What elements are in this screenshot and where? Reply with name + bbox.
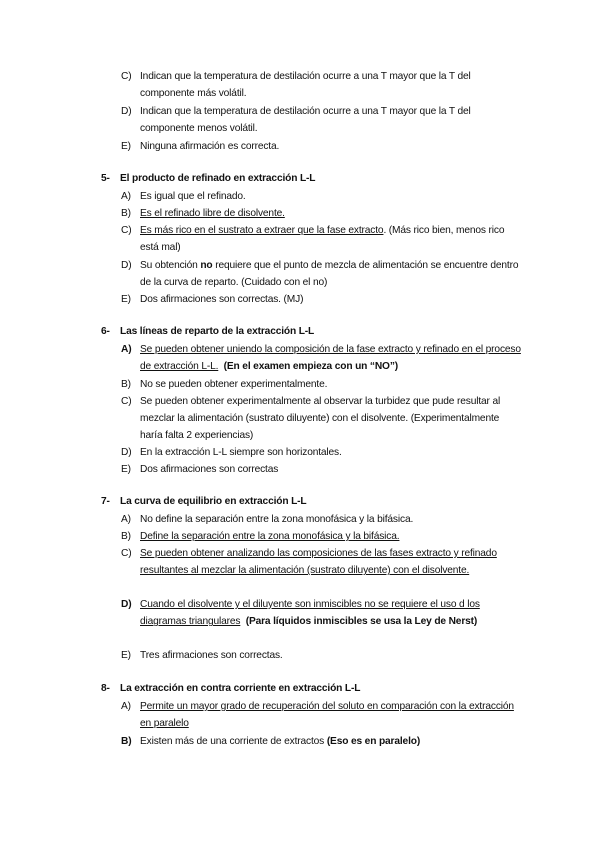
option-label: C) [121,396,132,407]
option-note: (Eso es en paralelo) [326,736,421,747]
option-label: E) [121,294,131,305]
question-6-title [101,323,314,340]
q5-option-b [121,205,521,222]
option-label: A) [121,701,131,712]
question-text: Las líneas de reparto de la extracción L-L [120,326,315,337]
q6-option-e [121,461,521,478]
option-text: Indican que la temperatura de destilación ocurre a una T mayor que la T del componente más volátil. [140,71,471,100]
option-label: C) [121,71,132,82]
option-label: A) [121,344,132,355]
option-text: Dos afirmaciones son correctas. (MJ) [140,294,304,305]
option-emphasis: no [200,260,213,271]
option-label: A) [121,191,131,202]
option-label: B) [121,379,131,390]
q7-option-e [121,647,521,664]
question-text: El producto de refinado en extracción L-L [120,173,316,184]
question-5-title [101,170,315,187]
q7-option-a [121,511,521,528]
option-text: Permite un mayor grado de recuperación del soluto en comparación con la extracción en paralelo [140,701,514,730]
option-label: C) [121,548,132,559]
q7-option-d [121,596,521,630]
option-text: En la extracción L-L siempre son horizontales. [140,447,342,458]
question-number: 7- [101,496,110,507]
option-label: A) [121,514,131,525]
option-text: Define la separación entre la zona monofásica y la bifásica. [140,531,400,542]
question-8-title [101,680,360,697]
q5-option-e [121,291,521,308]
option-text: Se pueden obtener analizando las composiciones de las fases extracto y refinado resultantes al mezclar la alimentación (sustrato diluyente) con el disolvente. [140,548,497,577]
option-note: . (Más rico bien, menos rico está mal) [140,225,505,254]
q6-option-a [121,341,521,375]
prev-option-d [121,103,521,137]
option-label: D) [121,260,132,271]
option-text: Se pueden obtener experimentalmente al observar la turbidez que pude resultar al mezclar la alimentación (sustrato diluyente) con el disolvente. (Experimentalmente haría falta 2 experiencias) [140,396,501,442]
option-note: (En el examen empieza con un “NO”) [223,361,399,373]
option-label: B) [121,531,131,542]
option-text: Se pueden obtener uniendo la composición de la fase extracto y refinado en el proceso de extracción L-L. [140,344,521,373]
option-text: Dos afirmaciones son correctas [140,464,279,475]
q7-option-b [121,528,521,545]
question-text: La curva de equilibrio en extracción L-L [120,496,307,507]
option-text: Cuando el disolvente y el diluyente son inmiscibles no se requiere el uso d los diagramas triangulares [140,599,480,628]
prev-option-c [121,68,521,102]
q8-option-b [121,733,521,750]
option-text: Su obtención [140,260,201,271]
option-text: Tres afirmaciones son correctas. [140,650,283,661]
question-number: 8- [101,683,110,694]
option-label: C) [121,225,132,236]
option-text-rest: requiere que el punto de mezcla de alimentación se encuentre dentro de la curva de reparto. (Cuidado con el no) [140,260,519,289]
option-label: E) [121,141,131,152]
option-label: D) [121,106,132,117]
option-label: B) [121,736,132,747]
question-text: La extracción en contra corriente en extracción L-L [120,683,361,694]
option-label: D) [121,447,132,458]
option-text: Indican que la temperatura de destilación ocurre a una T mayor que la T del componente menos volátil. [140,106,471,135]
option-label: B) [121,208,131,219]
question-number: 6- [101,326,110,337]
option-text: Existen más de una corriente de extractos [140,736,325,747]
q6-option-d [121,444,521,461]
q8-option-a [121,698,521,732]
option-label: D) [121,599,132,610]
q6-option-b [121,376,521,393]
prev-option-e [121,138,521,155]
q6-option-c [121,393,521,445]
option-text: Ninguna afirmación es correcta. [140,141,280,152]
option-text: Es más rico en el sustrato a extraer que la fase extracto [140,225,384,236]
q5-option-a [121,188,521,205]
q7-option-c [121,545,521,579]
q5-option-d [121,257,521,291]
q5-option-c [121,222,521,256]
option-text: Es el refinado libre de disolvente. [140,208,285,219]
option-text: No define la separación entre la zona monofásica y la bifásica. [140,514,414,525]
question-7-title [101,493,306,510]
option-label: E) [121,464,131,475]
option-text: No se pueden obtener experimentalmente. [140,379,328,390]
option-label: E) [121,650,131,661]
option-note: (Para líquidos inmiscibles se usa la Ley de Nerst) [245,616,478,628]
option-text: Es igual que el refinado. [140,191,246,202]
question-number: 5- [101,173,110,184]
